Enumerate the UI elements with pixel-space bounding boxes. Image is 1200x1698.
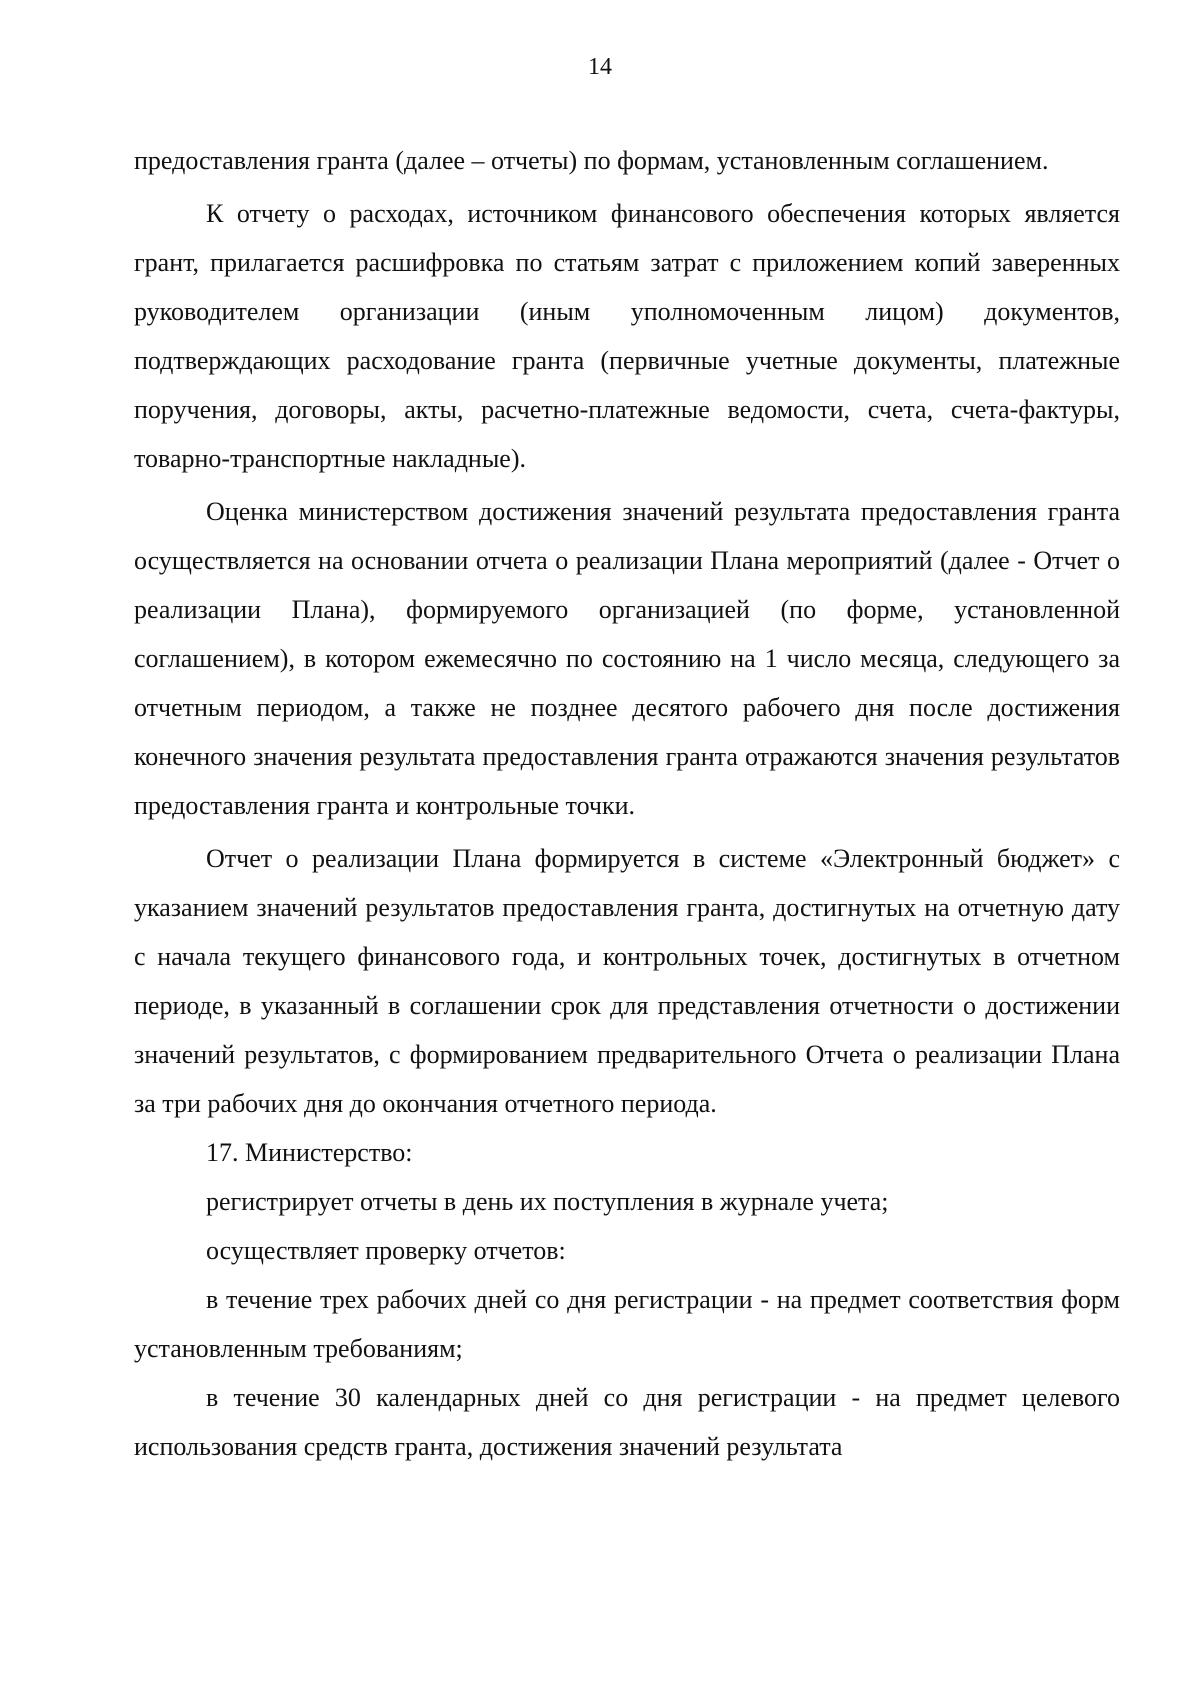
page-number: 14 (588, 54, 612, 80)
paragraph-section-17: 17. Министерство: (206, 1138, 413, 1167)
paragraph-plan-report: Отчет о реализации Плана формируется в системе «Электронный бюджет» с указанием значений результатов предоставления гранта, достигнутых на отчетную дату с начала текущего финансового года, и контрольных точек, достигнутых в отчетном периоде, в указанный в соглашении срок для представления отчетности о достижении значений результатов, с формированием предварительного Отчета о реализации Плана за три рабочих дня до окончания отчетного периода. (134, 844, 1120, 1118)
paragraph-registers-reports: регистрирует отчеты в день их поступления в журнале учета; (206, 1187, 889, 1216)
document-body (134, 136, 1120, 1471)
paragraph-ministry-assessment: Оценка министерством достижения значений результата предоставления гранта осуществляется на основании отчета о реализации Плана мероприятий (далее - Отчет о реализации Плана), формируемого организацией (по форме, установленной соглашением), в котором ежемесячно по состоянию на 1 число месяца, следующего за отчетным периодом, а также не позднее десятого рабочего дня после достижения конечного значения результата предоставления гранта отражаются значения результатов предоставления гранта и контрольные точки. (134, 497, 1120, 820)
paragraph-continuation: предоставления гранта (далее – отчеты) по формам, установленным соглашением. (134, 146, 1049, 175)
paragraph-checks-reports: осуществляет проверку отчетов: (206, 1236, 566, 1265)
paragraph-three-days: в течение трех рабочих дней со дня регистрации - на предмет соответствия форм установленным требованиям; (134, 1285, 1120, 1363)
paragraph-thirty-days: в течение 30 календарных дней со дня регистрации - на предмет целевого использования средств гранта, достижения значений результата (134, 1383, 1120, 1461)
paragraph-expense-report: К отчету о расходах, источником финансового обеспечения которых является грант, прилагается расшифровка по статьям затрат с приложением копий заверенных руководителем организации (иным уполномоченным лицом) документов, подтверждающих расходование гранта (первичные учетные документы, платежные поручения, договоры, акты, расчетно-платежные ведомости, счета, счета-фактуры, товарно-транспортные накладные). (134, 199, 1120, 473)
